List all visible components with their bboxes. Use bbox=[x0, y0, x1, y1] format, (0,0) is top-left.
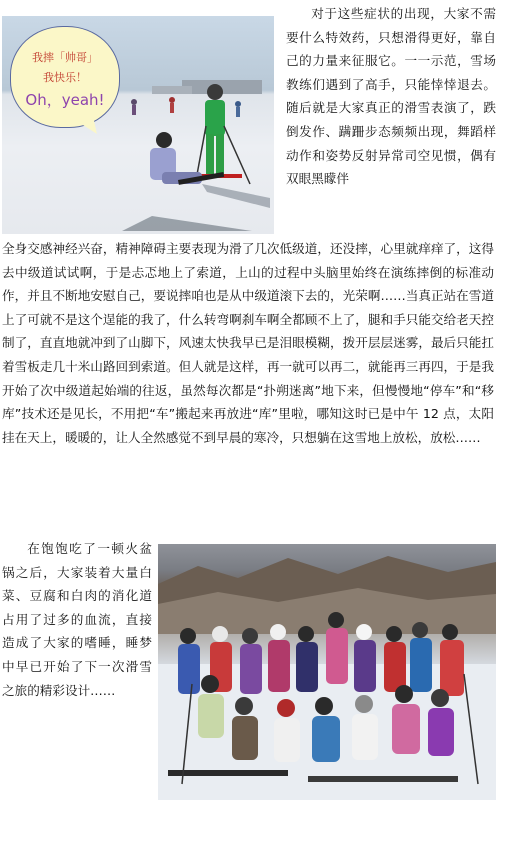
speech-bubble-line-2: 我快乐！ bbox=[43, 71, 87, 84]
article-paragraph-2: 在饱饱吃了一顿火盆锅之后，大家装着大量白菜、豆腐和白肉的消化道占用了过多的血流，直接造成了大家的嗜睡，睡梦中早已开始了下一次滑雪之旅的精彩设计…… bbox=[2, 541, 152, 698]
speech-bubble-line-3: Oh，yeah! bbox=[25, 91, 105, 109]
ski-instructor-photo bbox=[2, 16, 274, 234]
group-scene-graphic bbox=[158, 544, 496, 800]
article-paragraph-1-top: 对于这些症状的出现，大家不需要什么特效药，只想滑得更好，靠自己的力量来征服它。一一示范，雪场教练们遇到了高手，只能悻悻退去。随后就是大家真正的滑雪表演了，跌倒发作、蹒跚步态频频出现，舞蹈样动作和姿势反射异常司空见惯，偶有双眼黑矇伴 bbox=[286, 6, 496, 187]
speech-bubble-line-1: 我摔「帅哥」 bbox=[32, 51, 98, 64]
group-photo bbox=[158, 544, 496, 800]
article-paragraph-1-bottom: 全身交感神经兴奋，精神障碍主要表现为滑了几次低级道，还没摔，心里就痒痒了，这得去中级道试试啊，于是忐忑地上了索道，上山的过程中头脑里始终在演练摔倒的标准动作，并且不断地安慰自己，要说摔咱也是从中级道滚下去的，光荣啊……当真正站在雪道上了可就不是这个逞能的我了，什么转弯啊刹车啊全都顾不上了，腿和手只能交给老天控制了，直直地就冲到了山脚下，风速太快我早已是泪眼模糊，拨开层层迷雾，最后只能扛着雪板走几十米山路回到索道。但人就是这样，再一就可以再二，就能再三再四，于是我开始了次中级道起始端的往返，虽然每次都是“扑朔迷离”地下来，但慢慢地“停车”和“移库”技术还是见长，不用把“车”搬起来再放进“库”里啦，哪知这时已是中午 12 点，太阳挂在天上，暖暖的，让人全然感觉不到早晨的寒冷，只想躺在这雪地上放松，放松…… bbox=[2, 241, 494, 445]
speech-bubble bbox=[10, 26, 120, 128]
